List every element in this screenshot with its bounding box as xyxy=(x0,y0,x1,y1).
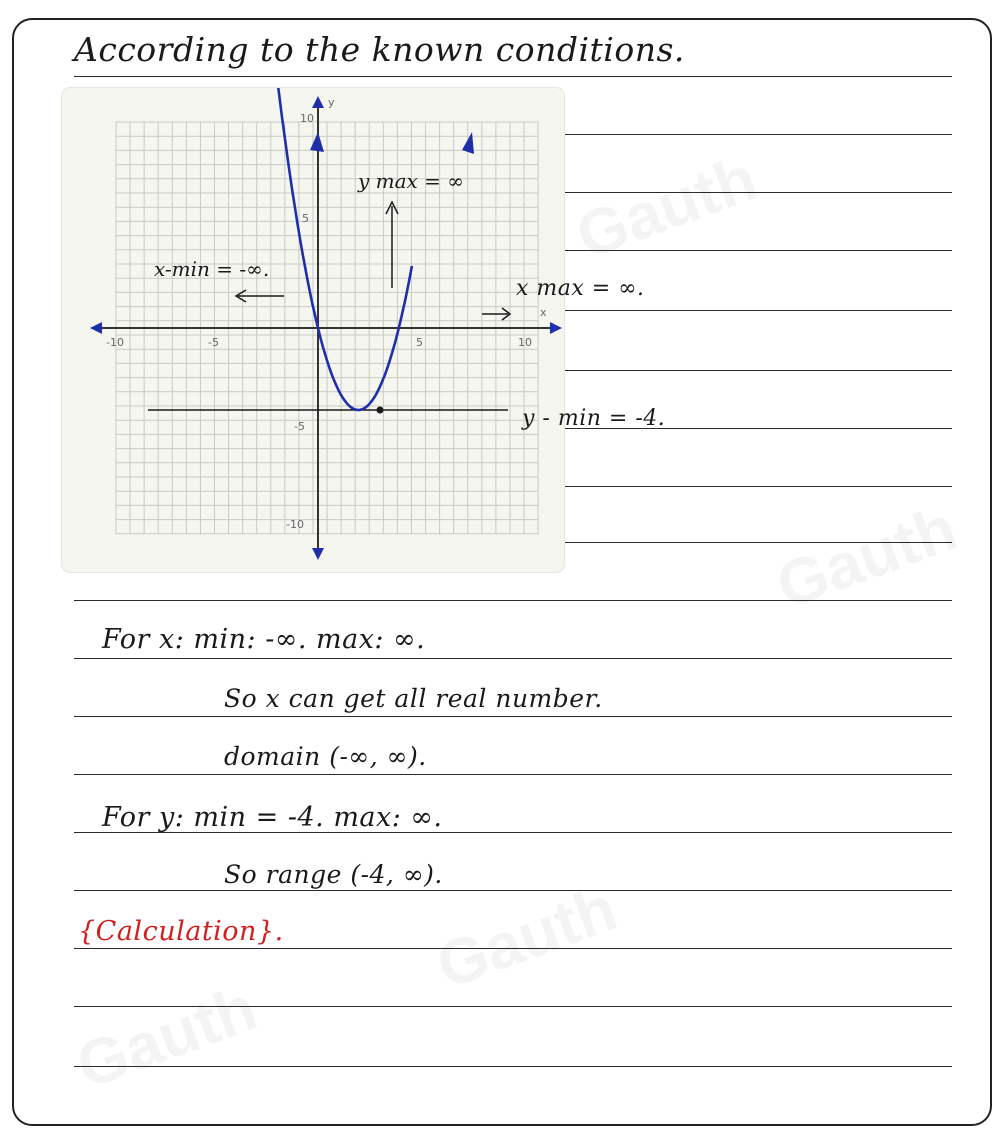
annotation-y-max: y max = ∞ xyxy=(358,169,464,193)
graph-photo xyxy=(62,88,564,572)
y-axis-arrow-down xyxy=(312,548,324,560)
work-line-for-y: For y: min = -4. max: ∞. xyxy=(102,802,443,833)
y-axis-arrow-up xyxy=(312,96,324,108)
ruled-line xyxy=(554,250,952,251)
tick-label-x-neg10: -10 xyxy=(106,336,124,349)
ruled-line xyxy=(74,716,952,717)
annotation-y-min: y - min = -4. xyxy=(522,406,666,431)
ruled-line xyxy=(74,1066,952,1067)
ruled-line xyxy=(554,486,952,487)
calculation-label: {Calculation}. xyxy=(78,916,284,947)
curve-arrow-left xyxy=(310,132,324,152)
work-line-all-real: So x can get all real number. xyxy=(224,684,603,713)
watermark xyxy=(767,491,966,624)
ruled-line xyxy=(554,192,952,193)
tick-label-y-5: 5 xyxy=(302,212,309,225)
annotation-x-max: x max = ∞. xyxy=(516,276,645,301)
tick-label-x-10: 10 xyxy=(518,336,532,349)
ruled-line xyxy=(554,310,952,311)
ruled-line xyxy=(74,890,952,891)
heading: According to the known conditions. xyxy=(74,30,685,69)
tick-label-y-neg5: -5 xyxy=(294,420,305,433)
ruled-line xyxy=(554,542,952,543)
tick-label-x-5: 5 xyxy=(416,336,423,349)
x-axis-arrow-left xyxy=(90,322,102,334)
work-line-for-x: For x: min: -∞. max: ∞. xyxy=(102,624,426,655)
watermark xyxy=(567,141,766,274)
axis-label-x: x xyxy=(540,306,547,319)
ruled-line xyxy=(554,370,952,371)
annotation-x-min: x-min = -∞. xyxy=(154,257,270,281)
tick-label-x-neg5: -5 xyxy=(208,336,219,349)
ruled-line xyxy=(74,774,952,775)
vertex-point xyxy=(377,407,384,414)
tick-label-y-10: 10 xyxy=(300,112,314,125)
notebook-page xyxy=(12,18,992,1126)
watermark xyxy=(67,971,266,1104)
work-line-domain: domain (-∞, ∞). xyxy=(224,742,427,771)
axis-label-y: y xyxy=(328,96,335,109)
ruled-line xyxy=(74,76,952,77)
ruled-line xyxy=(554,134,952,135)
parabola-graph xyxy=(62,88,564,572)
tick-label-y-neg10: -10 xyxy=(286,518,304,531)
x-axis-arrow-right xyxy=(550,322,562,334)
ruled-line xyxy=(74,658,952,659)
ruled-line xyxy=(74,1006,952,1007)
work-line-range: So range (-4, ∞). xyxy=(224,860,443,889)
ruled-line xyxy=(74,948,952,949)
ruled-line xyxy=(74,600,952,601)
